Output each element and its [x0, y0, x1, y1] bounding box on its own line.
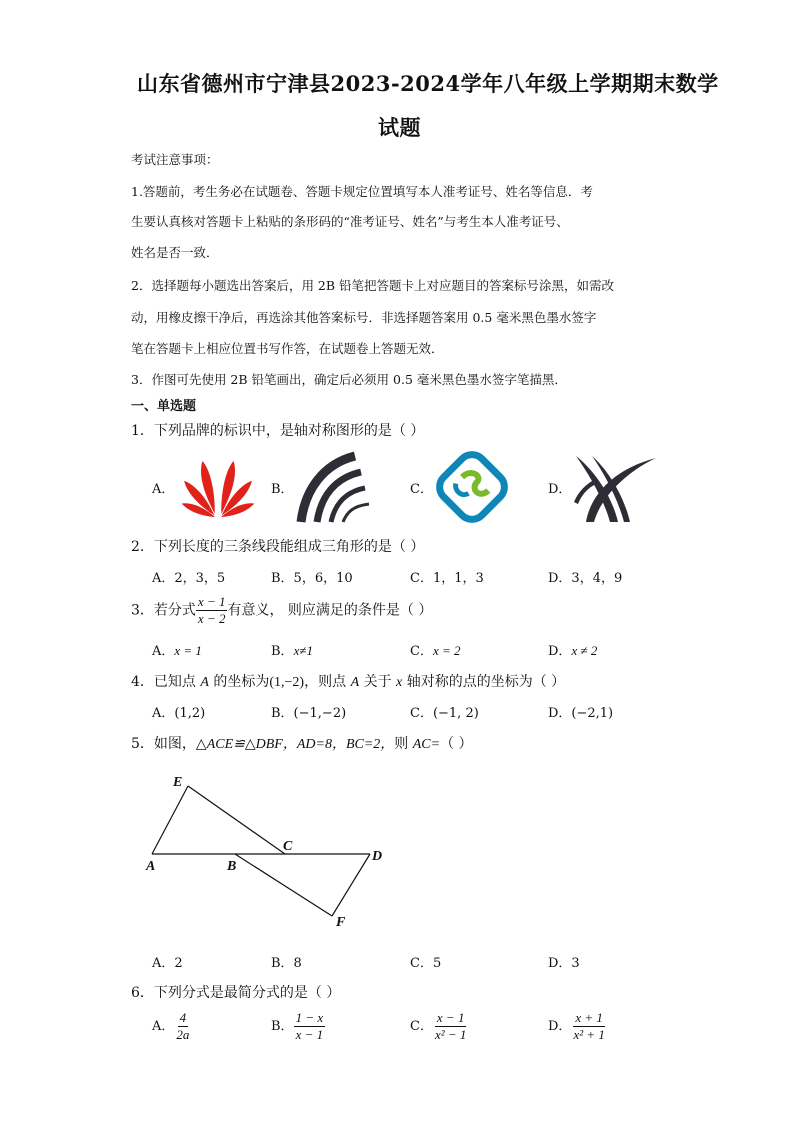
q3-option-d-label: D． [548, 644, 572, 659]
q2-stem: 2．下列长度的三条线段能组成三角形的是（ ） [131, 539, 425, 555]
q3-option-c-label: C． [410, 644, 433, 659]
label-a: A [146, 859, 156, 874]
q4-x-axis: x [396, 675, 403, 690]
q5-stem-pre: 5．如图， [131, 736, 196, 752]
q3-option-b-value: x≠1 [293, 643, 313, 658]
q4-option-d[interactable]: D．(−2,1) [548, 706, 614, 721]
doc-title-line2: 试题 [378, 115, 421, 140]
q4-option-a[interactable]: A．(1,2) [152, 706, 206, 721]
q3-option-b[interactable] [271, 640, 313, 659]
q6-option-b-label: B． [271, 1019, 294, 1034]
label-f: F [336, 915, 346, 930]
q6-stem: 6．下列分式是最简分式的是（ ） [131, 985, 341, 1001]
q3-option-d-value: x ≠ 2 [571, 643, 598, 658]
q4-stem-pre: 4．已知点 [131, 674, 201, 690]
q3-option-d[interactable] [548, 640, 597, 659]
q3-option-b-label: B． [271, 644, 294, 659]
q3-option-c[interactable] [410, 640, 461, 659]
q6-c-num: x − 1 [436, 1010, 465, 1025]
notice-line-5: 动，用橡皮擦干净后，再选涂其他答案标号．非选择题答案用 0.5 毫米黑色墨水签字 [131, 310, 597, 325]
q4-point-a: A [200, 675, 209, 690]
q5-stem-end: （ ） [440, 736, 473, 752]
q3-fraction-num: x − 1 [197, 594, 226, 609]
q6-d-den: x² + 1 [573, 1027, 605, 1042]
notice-line-7: 3．作图可先使用 2B 铅笔画出，确定后必须用 0.5 毫米黑色墨水签字笔描黑． [131, 372, 567, 387]
q5-option-a[interactable]: A．2 [152, 956, 183, 971]
q3-option-a[interactable] [152, 640, 202, 659]
q2-option-c[interactable]: C．1，1，3 [410, 571, 484, 586]
q3-stem [131, 594, 432, 627]
q1-option-c[interactable]: C． [410, 482, 433, 497]
q6-a-num: 4 [179, 1010, 187, 1025]
notice-line-3: 姓名是否一致． [131, 245, 219, 260]
q6-c-den: x² − 1 [434, 1027, 467, 1042]
q3-stem-post: 有意义， 则应满足的条件是（ ） [227, 602, 433, 619]
label-c: C [283, 839, 293, 854]
section-heading: 一、单选题 [131, 399, 197, 414]
q1-option-d[interactable]: D． [548, 482, 572, 497]
q4-coord: (1,−2) [269, 675, 305, 690]
q4-stem-mid2: ，则点 [304, 674, 351, 690]
q5-stem-post: 则 [394, 736, 413, 752]
notice-line-4: 2．选择题每小题选出答案后，用 2B 铅笔把答题卡上对应题目的答案标号涂黑，如需改 [131, 278, 615, 293]
q6-option-c-fraction [433, 1010, 468, 1043]
q6-option-c-label: C． [410, 1019, 433, 1034]
label-e: E [173, 775, 183, 790]
q2-option-d[interactable]: D．3，4，9 [548, 571, 623, 586]
q6-option-a-label: A． [152, 1019, 175, 1034]
curved-stripes-logo-icon [295, 450, 375, 524]
q5-figure [140, 768, 400, 938]
q5-stem-math: △ACE≌△DBF，AD=8，BC=2， [195, 737, 395, 752]
q1-option-a[interactable]: A． [152, 482, 175, 497]
label-b: B [227, 859, 237, 874]
x-shape-logo-icon [572, 452, 658, 524]
segment-bf [235, 854, 332, 916]
q6-option-d-fraction [571, 1010, 606, 1043]
q6-b-num: 1 − x [295, 1010, 324, 1025]
label-d: D [372, 849, 383, 864]
q2-option-a[interactable]: A．2，3，5 [152, 571, 226, 586]
q3-fraction [196, 594, 228, 627]
q1-stem: 1．下列品牌的标识中，是轴对称图形的是（ ） [131, 423, 425, 439]
q6-option-a[interactable] [152, 1010, 191, 1043]
q5-option-d[interactable]: D．3 [548, 956, 580, 971]
q6-b-den: x − 1 [295, 1027, 324, 1042]
q3-option-a-value: x = 1 [174, 643, 202, 658]
q5-option-b[interactable]: B．8 [271, 956, 302, 971]
doc-title-line1: 山东省德州市宁津县2023-2024学年八年级上学期期末数学 [137, 71, 719, 96]
q6-option-b-fraction [294, 1010, 326, 1043]
q6-option-c[interactable] [410, 1010, 468, 1043]
q3-option-c-value: x = 2 [432, 643, 461, 658]
q4-point-a-2: A [350, 675, 360, 690]
china-mobile-logo-icon [434, 450, 510, 524]
q6-option-d[interactable] [548, 1010, 607, 1043]
q5-stem [131, 733, 473, 753]
q6-option-b[interactable] [271, 1010, 325, 1043]
q3-option-a-label: A． [152, 644, 175, 659]
q4-stem-post: 轴对称的点的坐标为（ ） [402, 674, 566, 690]
notice-line-1: 1.答题前，考生务必在试题卷、答题卡规定位置填写本人准考证号、姓名等信息．考 [131, 184, 593, 199]
q5-stem-ac: AC= [412, 737, 441, 752]
q4-stem [131, 671, 565, 691]
segment-ec [188, 786, 285, 854]
q4-option-b[interactable]: B．(−1,−2) [271, 706, 347, 721]
q5-option-c[interactable]: C．5 [410, 956, 442, 971]
q2-option-b[interactable]: B．5，6，10 [271, 571, 353, 586]
q4-option-c[interactable]: C．(−1, 2) [410, 706, 479, 721]
notice-line-2: 生要认真核对答题卡上粘贴的条形码的“准考证号、姓名”与考生本人准考证号、 [131, 214, 569, 229]
q6-a-den: 2a [176, 1027, 190, 1042]
q6-option-d-label: D． [548, 1019, 572, 1034]
q4-stem-mid1: 的坐标为 [208, 674, 270, 690]
notice-heading: 考试注意事项： [131, 152, 219, 167]
q3-fraction-den: x − 2 [197, 611, 226, 626]
q3-stem-pre: 3．若分式 [131, 602, 196, 619]
segment-ae [152, 786, 188, 854]
huawei-logo-icon [177, 455, 259, 517]
q6-d-num: x + 1 [575, 1010, 603, 1025]
notice-line-6: 笔在答题卡上相应位置书写作答，在试题卷上答题无效． [131, 341, 444, 356]
q4-stem-mid3: 关于 [359, 674, 397, 690]
q6-option-a-fraction [174, 1010, 191, 1043]
q1-option-b[interactable]: B． [271, 482, 294, 497]
segment-df [332, 854, 370, 916]
